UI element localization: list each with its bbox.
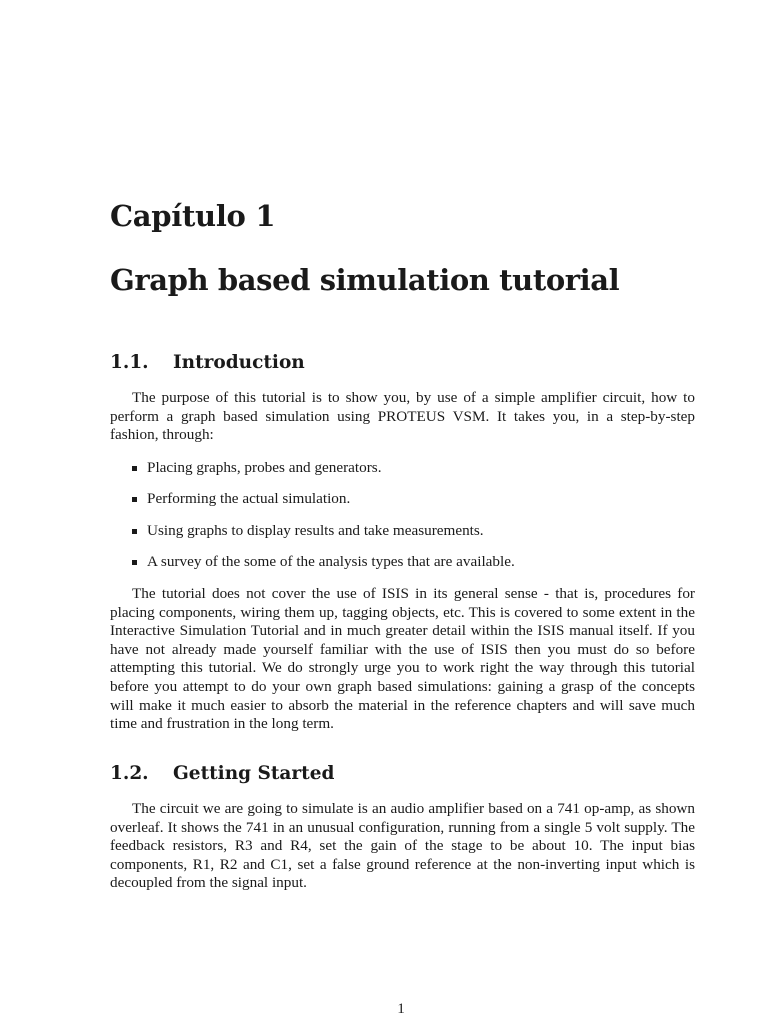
section-heading-introduction [110,350,305,376]
chapter-title: Graph based simulation tutorial [110,263,620,297]
square-bullet-icon [132,497,137,502]
square-bullet-icon [132,466,137,471]
list-item [132,522,515,553]
circuit-paragraph: The circuit we are going to simulate is an audio amplifier based on a 741 op-amp, as shown overleaf. It shows the 741 in an unusual configuration, running from a single 5 volt supply. The feedback resistors, R3 and R4, set the gain of the stage to be about 10. The input bias components, R1, R2 and C1, set a false ground reference at the non-inverting input which is decoupled from the signal input. [110,800,695,892]
list-item-text: Performing the actual simulation. [147,490,351,508]
list-item-text: Using graphs to display results and take measurements. [147,521,484,539]
list-item [132,490,515,521]
topics-list [132,459,515,585]
page-number: 1 [397,1000,405,1017]
section-number: 1.2. [110,763,149,784]
list-item-text: A survey of the some of the analysis types that are available. [147,553,515,571]
section-title: Getting Started [173,763,335,784]
square-bullet-icon [132,529,137,534]
list-item-text: Placing graphs, probes and generators. [147,459,382,476]
chapter-label: Capítulo 1 [110,199,276,233]
intro-paragraph: The purpose of this tutorial is to show you, by use of a simple amplifier circuit, how to perform a graph based simulation using PROTEUS VSM. It takes you, in a step-by-step fashion, through: [110,389,695,444]
square-bullet-icon [132,560,137,565]
section-heading-getting-started [110,761,334,787]
scope-paragraph: The tutorial does not cover the use of ISIS in its general sense - that is, procedures for placing components, wiring them up, tagging objects, etc. This is covered to some extent in the Interactive Simulation Tutorial and in much greater detail within the ISIS manual itself. If you have not already made yourself familiar with the use of ISIS then you must do so before attempting this tutorial. We do strongly urge you to work right the way through this tutorial before you attempt to do your own graph based simulations: gaining a grasp of the concepts will make it much easier to absorb the material in the reference chapters and will save much time and frustration in the long term. [110,585,695,733]
section-title: Introduction [173,352,305,373]
section-number: 1.1. [110,352,149,373]
list-item [132,553,515,584]
list-item [132,459,515,490]
